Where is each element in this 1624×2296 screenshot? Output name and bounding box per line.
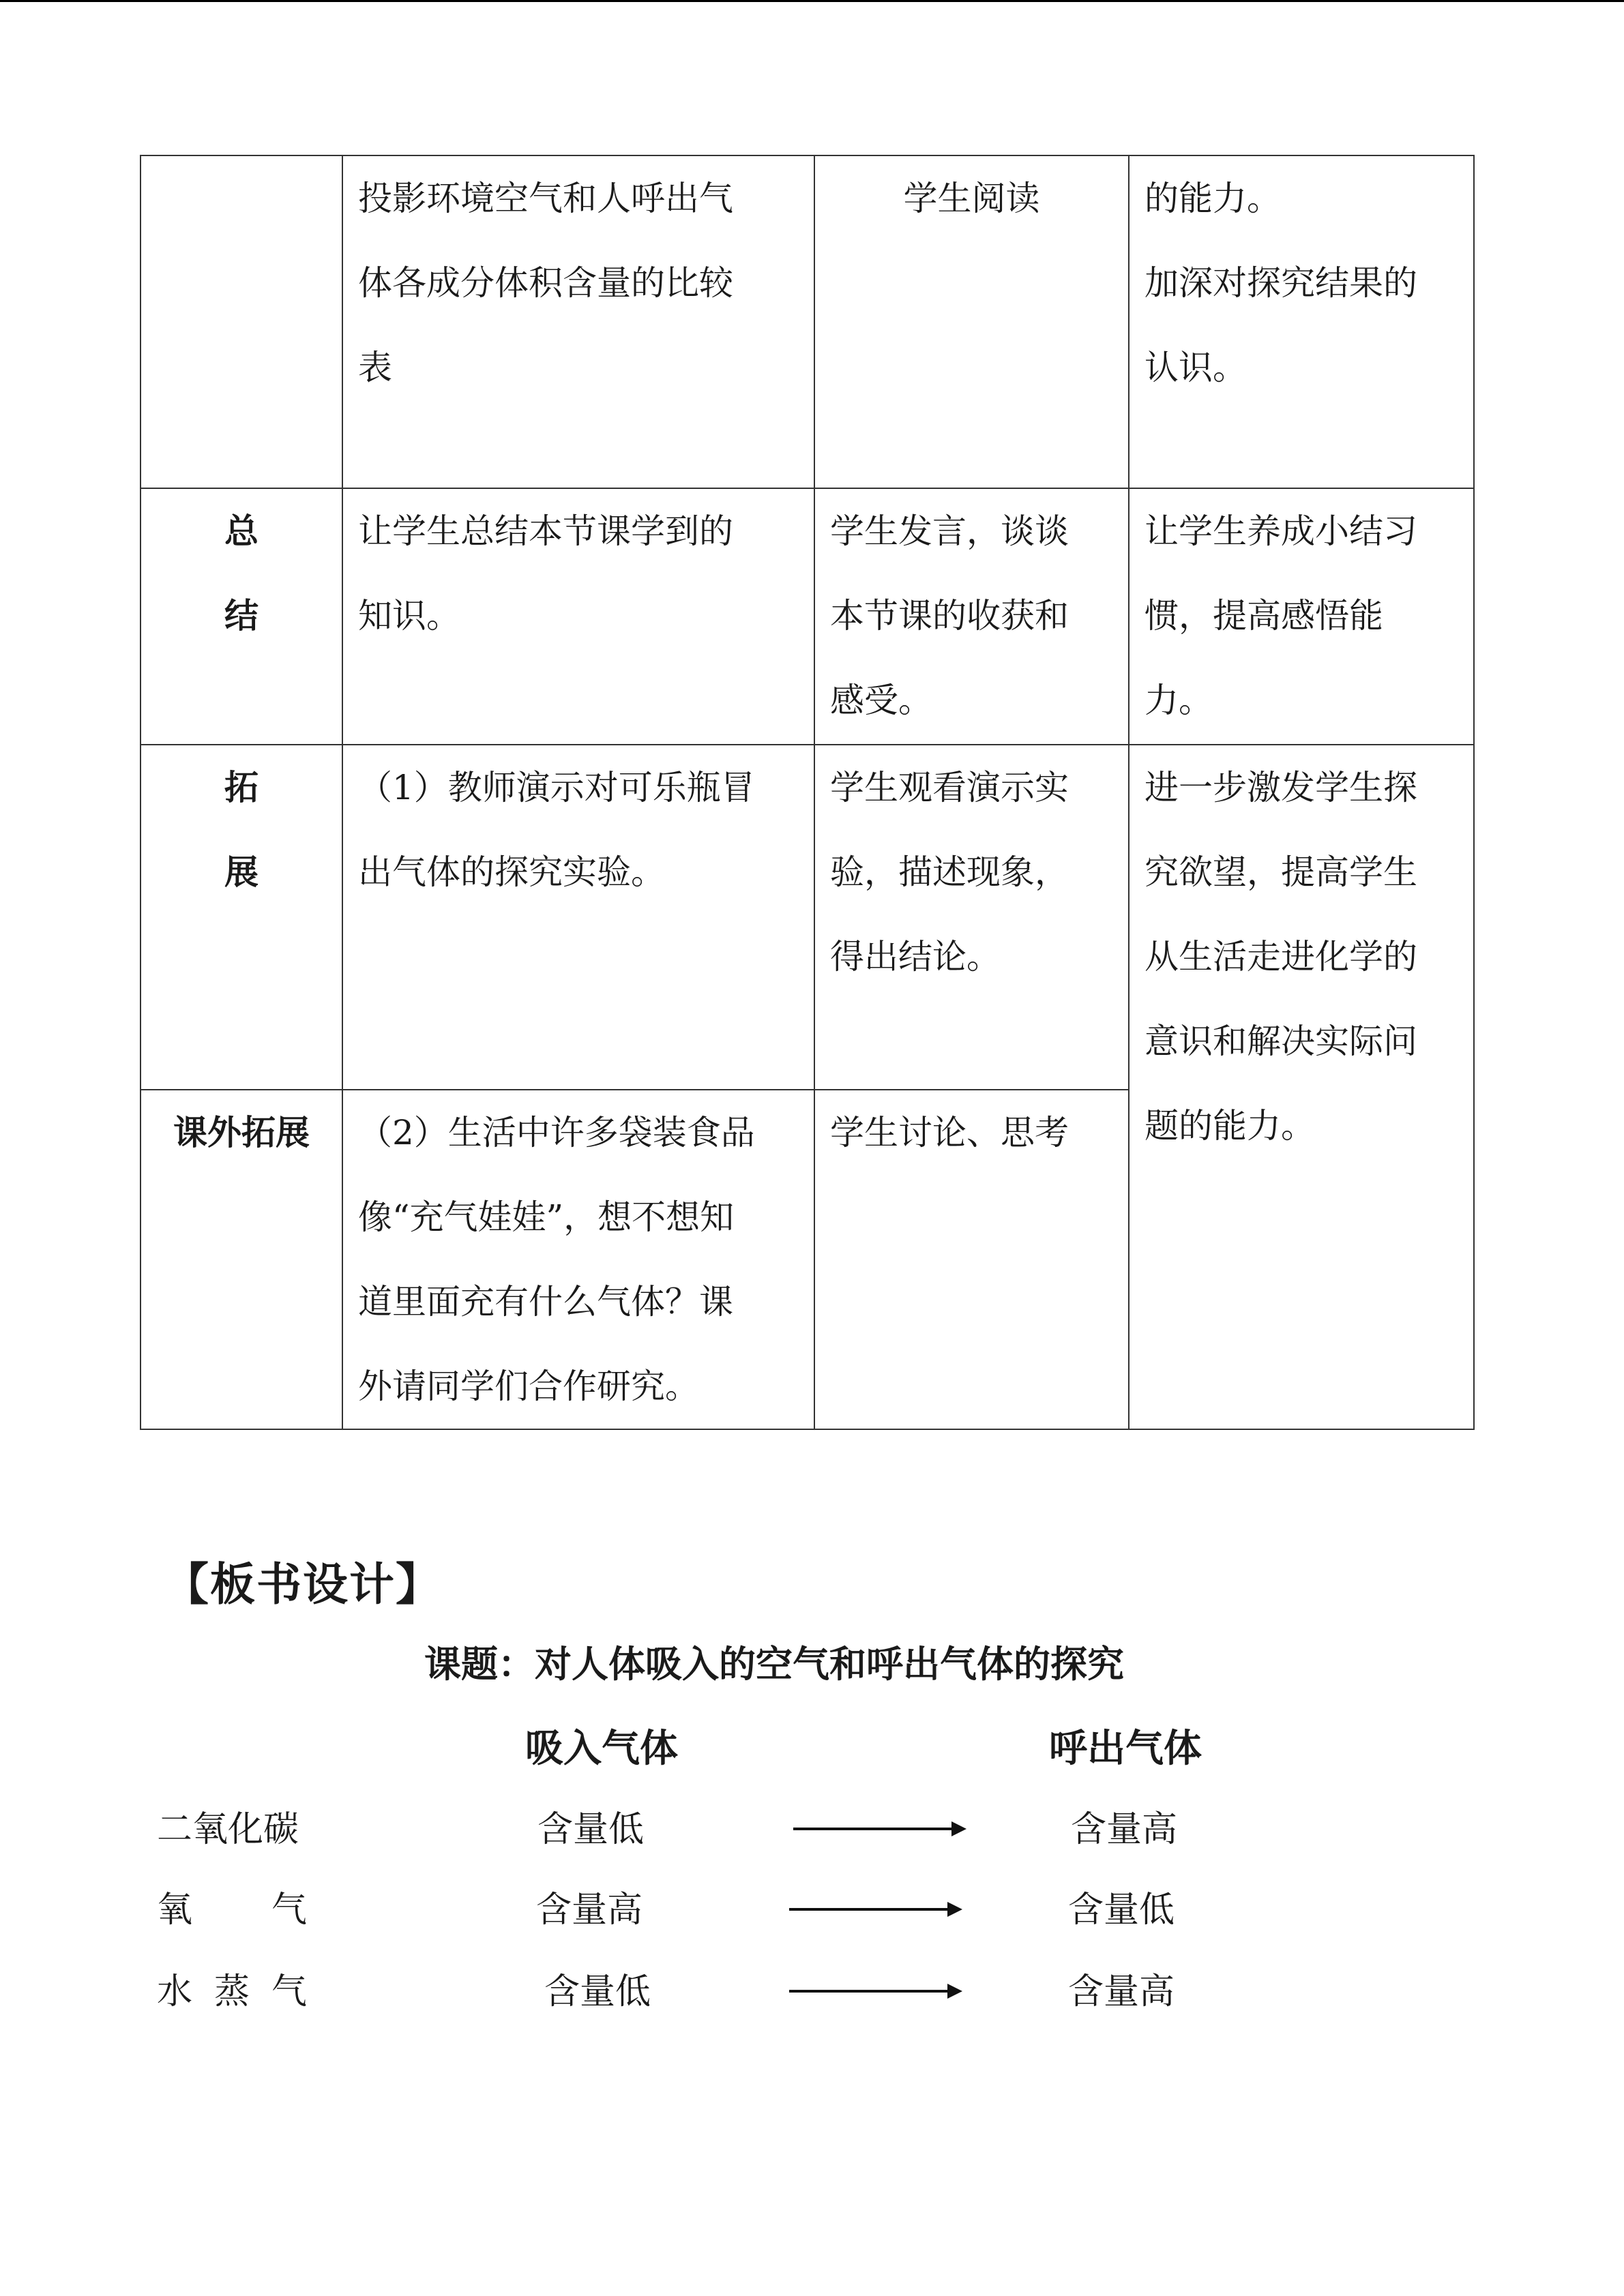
stage-label: 拓 [224,768,259,807]
exhaled-level: 含量高 [1068,1971,1175,2012]
board-topic-text: 课题：对人体吸入的空气和呼出气体的探究 [424,1642,1124,1686]
teacher-activity-cell [342,155,814,488]
stage-cell-after-class [141,1090,342,1429]
gas-row-oxygen [0,1881,1624,1935]
student-activity-cell [814,1090,1129,1429]
exhaled-level: 含量高 [1071,1809,1178,1850]
cell-text-line: 像“充气娃娃”，想不想知 [358,1197,735,1237]
cell-text-line: 道里面充有什么气体？课 [358,1282,733,1322]
cell-text-line: 体各成分体积含量的比较 [358,263,733,303]
cell-text-line: 让学生总结本节课学到的 [358,511,733,551]
cell-text-line: 认识。 [1145,348,1247,387]
teacher-activity-cell [342,1090,814,1429]
cell-text-line: 投影环境空气和人呼出气 [358,179,733,218]
gas-row-carbon-dioxide [0,1800,1624,1855]
cell-text-line: 意识和解决实际问 [1145,1022,1417,1061]
cell-text-line: 感受。 [830,681,932,720]
cell-text-line: 知识。 [358,596,460,636]
stage-label: 课外拓展 [173,1113,310,1152]
student-activity-cell [814,488,1129,745]
cell-text-line: 力。 [1145,681,1213,720]
cell-text-line: 的能力。 [1145,179,1281,218]
exhaled-gas-header: 呼出气体 [1049,1726,1202,1771]
student-activity-cell [814,745,1129,1090]
right-arrow-icon [793,1828,964,1830]
cell-text-line: 外请同学们合作研究。 [358,1367,699,1406]
cell-text-line: 学生讨论、思考 [830,1113,1069,1152]
design-purpose-cell [1129,745,1474,1429]
right-arrow-icon [789,1990,960,1993]
cell-text-line: 进一步激发学生探 [1145,768,1417,807]
gas-name [157,1881,307,1932]
inhaled-gas-header: 吸入气体 [525,1726,678,1771]
table-row [141,745,1474,1090]
cell-text-line: 学生阅读 [903,179,1040,218]
gas-name [157,1963,307,2014]
page-top-border [0,0,1624,2]
stage-label: 展 [224,852,259,892]
cell-text-line: （2）生活中许多袋装食品 [358,1113,755,1152]
cell-text-line: 从生活走进化学的 [1145,937,1417,976]
gas-name-part: 水 [157,1971,193,2012]
cell-text-line: （1）教师演示对可乐瓶冒 [358,768,755,807]
cell-text-line: 让学生养成小结习 [1145,511,1417,551]
table-row [141,155,1474,488]
design-purpose-cell [1129,488,1474,745]
board-design-heading: 【板书设计】 [164,1557,442,1611]
teacher-activity-cell [342,488,814,745]
design-purpose-cell [1129,155,1474,488]
cell-text-line: 验，描述现象， [830,852,1069,892]
cell-text-line: 表 [358,348,392,387]
lesson-plan-table [140,155,1475,1430]
right-arrow-icon [789,1908,960,1911]
gas-name-part: 二氧化碳 [157,1809,299,1850]
exhaled-level: 含量低 [1068,1890,1175,1930]
gas-name-part: 气 [271,1890,307,1930]
stage-cell [141,155,342,488]
cell-text-line: 出气体的探究实验。 [358,852,665,892]
gas-name-part: 气 [271,1971,307,2012]
cell-text-line: 题的能力。 [1145,1106,1315,1146]
gas-name [157,1800,307,1851]
cell-text-line: 加深对探究结果的 [1145,263,1417,303]
student-activity-cell [814,155,1129,488]
cell-text-line: 究欲望，提高学生 [1145,852,1417,892]
inhaled-level: 含量低 [544,1971,651,2012]
cell-text-line: 本节课的收获和 [830,596,1069,636]
teacher-activity-cell [342,745,814,1090]
inhaled-level: 含量高 [536,1890,643,1930]
gas-row-water-vapor [0,1963,1624,2017]
stage-cell-extension [141,745,342,1090]
gas-name-part: 蒸 [213,1971,250,2012]
inhaled-level: 含量低 [537,1809,645,1850]
stage-label: 结 [224,596,259,636]
table-row [141,488,1474,745]
cell-text-line: 得出结论。 [830,937,1001,976]
gas-name-part: 氧 [157,1890,193,1930]
cell-text-line: 学生发言，谈谈 [830,511,1069,551]
cell-text-line: 惯，提高感悟能 [1145,596,1383,636]
stage-label: 总 [224,511,259,551]
cell-text-line: 学生观看演示实 [830,768,1069,807]
stage-cell-summary [141,488,342,745]
